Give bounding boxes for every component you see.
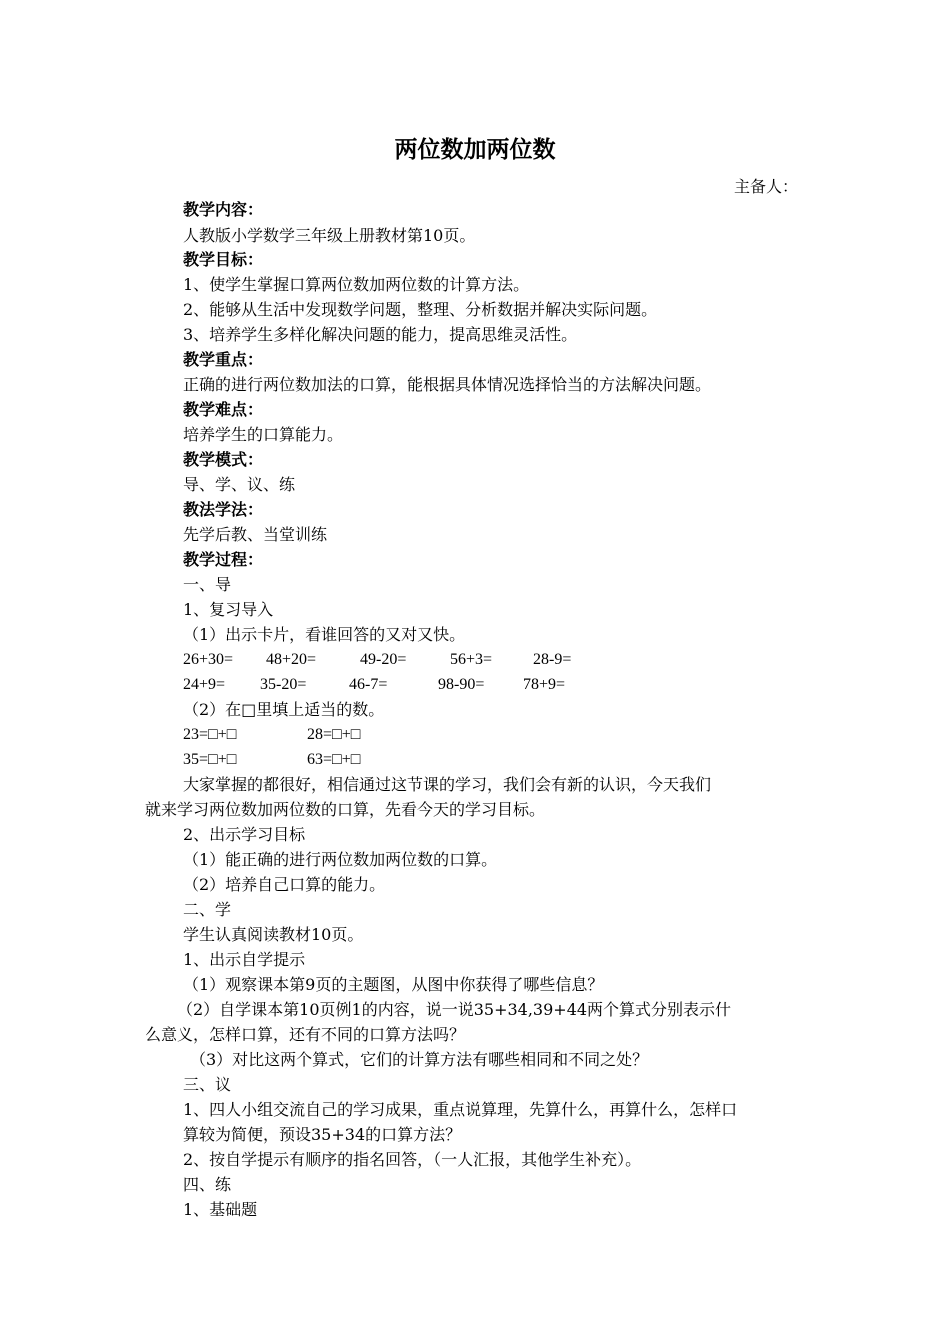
goal-item: 2、能够从生活中发现数学问题，整理、分析数据并解决实际问题。 <box>183 300 658 319</box>
hint-item: （1）观察课本第9页的主题图，从图中你获得了哪些信息？ <box>183 975 604 994</box>
part-heading-practice: 四、练 <box>183 1175 232 1194</box>
card-expression: 26+30= <box>183 651 234 668</box>
fill-row <box>183 724 360 746</box>
discussion-item: 2、按自学提示有顺序的指名回答，（一人汇报，其他学生补充）。 <box>183 1150 642 1169</box>
fill-row <box>183 749 360 771</box>
card-expression: 56+3= <box>450 651 493 668</box>
part-heading-learn: 二、学 <box>183 900 232 919</box>
fill-expression: 23=□+□ <box>183 726 237 743</box>
transition-paragraph-line: 就来学习两位数加两位数的口算，先看今天的学习目标。 <box>145 800 546 819</box>
cards-row <box>183 674 565 696</box>
preparer-label: 主备人： <box>733 177 798 196</box>
fill-expression: 63=□+□ <box>307 751 361 768</box>
card-expression: 98-90= <box>438 676 485 693</box>
self-study-step: 1、出示自学提示 <box>183 950 306 969</box>
discussion-item: 1、四人小组交流自己的学习成果，重点说算理，先算什么，再算什么，怎样口 <box>183 1100 738 1119</box>
review-intro-step: 1、复习导入 <box>183 600 274 619</box>
document-title: 两位数加两位数 <box>394 136 556 163</box>
card-expression: 28-9= <box>533 651 572 668</box>
transition-paragraph-line: 大家掌握的都很好，相信通过这节课的学习，我们会有新的认识，今天我们 <box>183 775 712 794</box>
reading-instruction: 学生认真阅读教材10页。 <box>183 925 364 944</box>
mode-text: 导、学、议、练 <box>183 475 296 494</box>
card-expression: 78+9= <box>523 676 566 693</box>
difficulty-text: 培养学生的口算能力。 <box>183 425 344 444</box>
show-objectives-step: 2、出示学习目标 <box>183 825 306 844</box>
method-heading: 教法学法： <box>183 500 264 519</box>
method-text: 先学后教、当堂训练 <box>183 525 328 544</box>
process-heading: 教学过程： <box>183 550 264 569</box>
goals-heading: 教学目标： <box>183 250 264 269</box>
goal-item: 3、培养学生多样化解决问题的能力，提高思维灵活性。 <box>183 325 578 344</box>
fill-intro: （2）在□里填上适当的数。 <box>183 700 385 719</box>
hint-item-continuation: 么意义，怎样口算，还有不同的口算方法吗？ <box>145 1025 466 1044</box>
key-point-text: 正确的进行两位数加法的口算，能根据具体情况选择恰当的方法解决问题。 <box>183 375 712 394</box>
key-point-heading: 教学重点： <box>183 350 264 369</box>
card-expression: 24+9= <box>183 676 226 693</box>
part-heading-guide: 一、导 <box>183 575 232 594</box>
objective-item: （1）能正确的进行两位数加两位数的口算。 <box>183 850 498 869</box>
card-expression: 35-20= <box>260 676 307 693</box>
fill-expression: 28=□+□ <box>307 726 361 743</box>
card-expression: 49-20= <box>360 651 407 668</box>
discussion-item-continuation: 算较为简便，预设35+34的口算方法？ <box>183 1125 462 1144</box>
goal-item: 1、使学生掌握口算两位数加两位数的计算方法。 <box>183 275 530 294</box>
difficulty-heading: 教学难点： <box>183 400 264 419</box>
card-expression: 46-7= <box>349 676 388 693</box>
hint-item: （2）自学课本第10页例1的内容，说一说35+34,39+44两个算式分别表示什 <box>177 1000 732 1019</box>
objective-item: （2）培养自己口算的能力。 <box>183 875 386 894</box>
part-heading-discuss: 三、议 <box>183 1075 232 1094</box>
teaching-content-heading: 教学内容： <box>183 200 264 219</box>
cards-intro: （1）出示卡片，看谁回答的又对又快。 <box>183 625 466 644</box>
fill-expression: 35=□+□ <box>183 751 237 768</box>
hint-item: （3）对比这两个算式，它们的计算方法有哪些相同和不同之处？ <box>190 1050 649 1069</box>
teaching-content-text: 人教版小学数学三年级上册教材第10页。 <box>183 226 476 245</box>
cards-row <box>183 649 571 671</box>
card-expression: 48+20= <box>266 651 317 668</box>
mode-heading: 教学模式： <box>183 450 264 469</box>
basic-exercise-step: 1、基础题 <box>183 1200 258 1219</box>
